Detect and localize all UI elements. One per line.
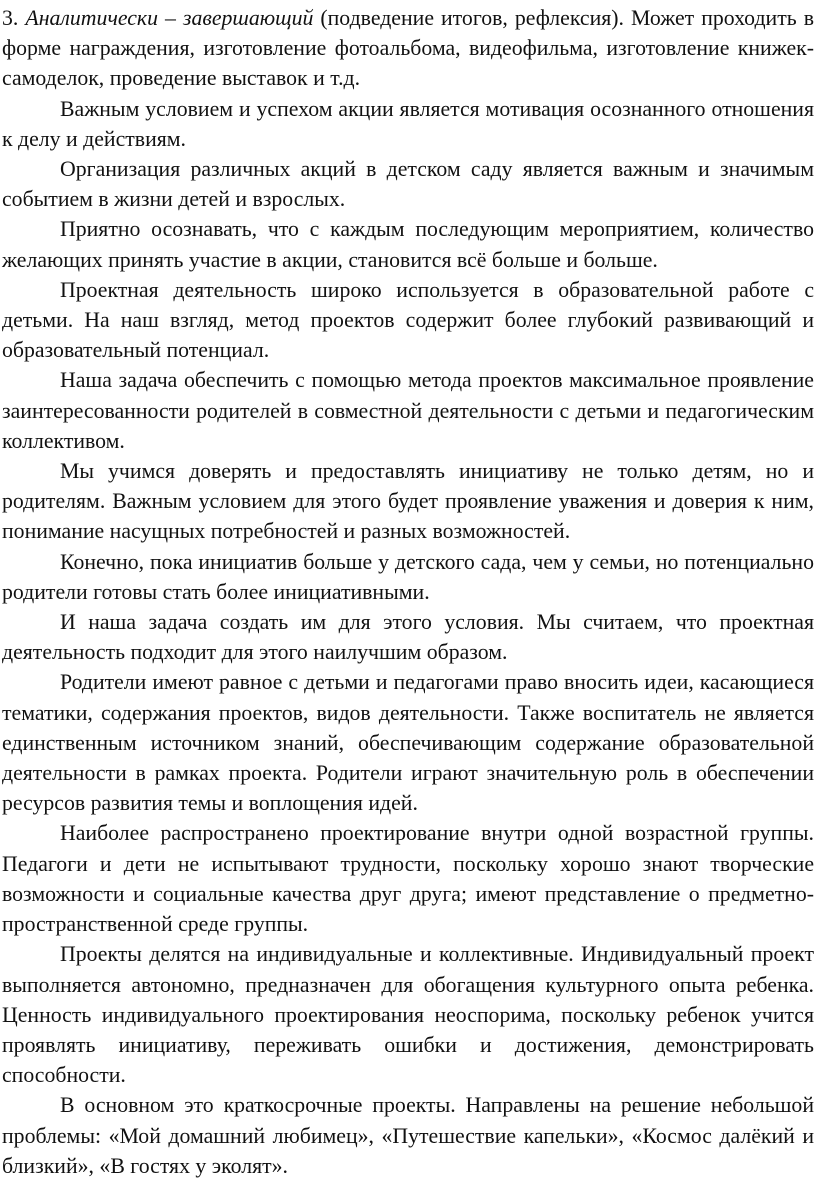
paragraph-intro xyxy=(2,3,814,94)
paragraph: Организация различных акций в детском саду является важным и значимым событием в жизни детей и взрослых. xyxy=(2,157,814,212)
paragraph: В основном это краткосрочные проекты. Направлены на решение небольшой проблемы: «Мой домашний любимец», «Путешествие капельки», «Космос далёкий и близкий», «В гостях у эколят». xyxy=(2,1093,814,1178)
paragraph: Наша задача обеспечить с помощью метода проектов максимальное проявление заинтересованности родителей в совместной деятельности с детьми и педагогическим коллективом. xyxy=(2,368,814,453)
stage-title: Аналитически – завершающий xyxy=(25,6,314,30)
intro-text: (подведение итогов, рефлексия). Может проходить в форме награждения, изготовление фотоальбома, видеофильма, изготовление книжек-самоделок, проведение выставок и т.д. xyxy=(2,6,814,91)
paragraph: Конечно, пока инициатив больше у детского сада, чем у семьи, но потенциально родители готовы стать более инициативными. xyxy=(2,549,814,604)
paragraph: Мы учимся доверять и предоставлять инициативу не только детям, но и родителям. Важным условием для этого будет проявление уважения и доверия к ним, понимание насущных потребностей и разных возможностей. xyxy=(2,459,814,544)
paragraph: Важным условием и успехом акции является мотивация осознанного отношения к делу и действиям. xyxy=(2,96,814,151)
paragraph: И наша задача создать им для этого условия. Мы считаем, что проектная деятельность подходит для этого наилучшим образом. xyxy=(2,610,814,665)
paragraph: Проекты делятся на индивидуальные и коллективные. Индивидуальный проект выполняется автономно, предназначен для обогащения культурного опыта ребенка. Ценность индивидуального проектирования неоспорима, поскольку ребенок учится проявлять инициативу, переживать ошибки и достижения, демонстрировать способности. xyxy=(2,942,814,1088)
paragraph: Наиболее распространено проектирование внутри одной возрастной группы. Педагоги и дети не испытывают трудности, поскольку хорошо знают творческие возможности и социальные качества друг друга; имеют представление о предметно-пространственной среде группы. xyxy=(2,821,814,937)
paragraph: Родители имеют равное с детьми и педагогами право вносить идеи, касающиеся тематики, содержания проектов, видов деятельности. Также воспитатель не является единственным источником знаний, обеспечивающим содержание образовательной деятельности в рамках проекта. Родители играют значительную роль в обеспечении ресурсов развития темы и воплощения идей. xyxy=(2,670,814,816)
paragraph: Проектная деятельность широко используется в образовательной работе с детьми. На наш взгляд, метод проектов содержит более глубокий развивающий и образовательный потенциал. xyxy=(2,277,814,363)
list-number: 3. xyxy=(2,6,26,30)
paragraph: Приятно осознавать, что с каждым последующим мероприятием, количество желающих принять участие в акции, становится всё больше и больше. xyxy=(2,217,814,272)
